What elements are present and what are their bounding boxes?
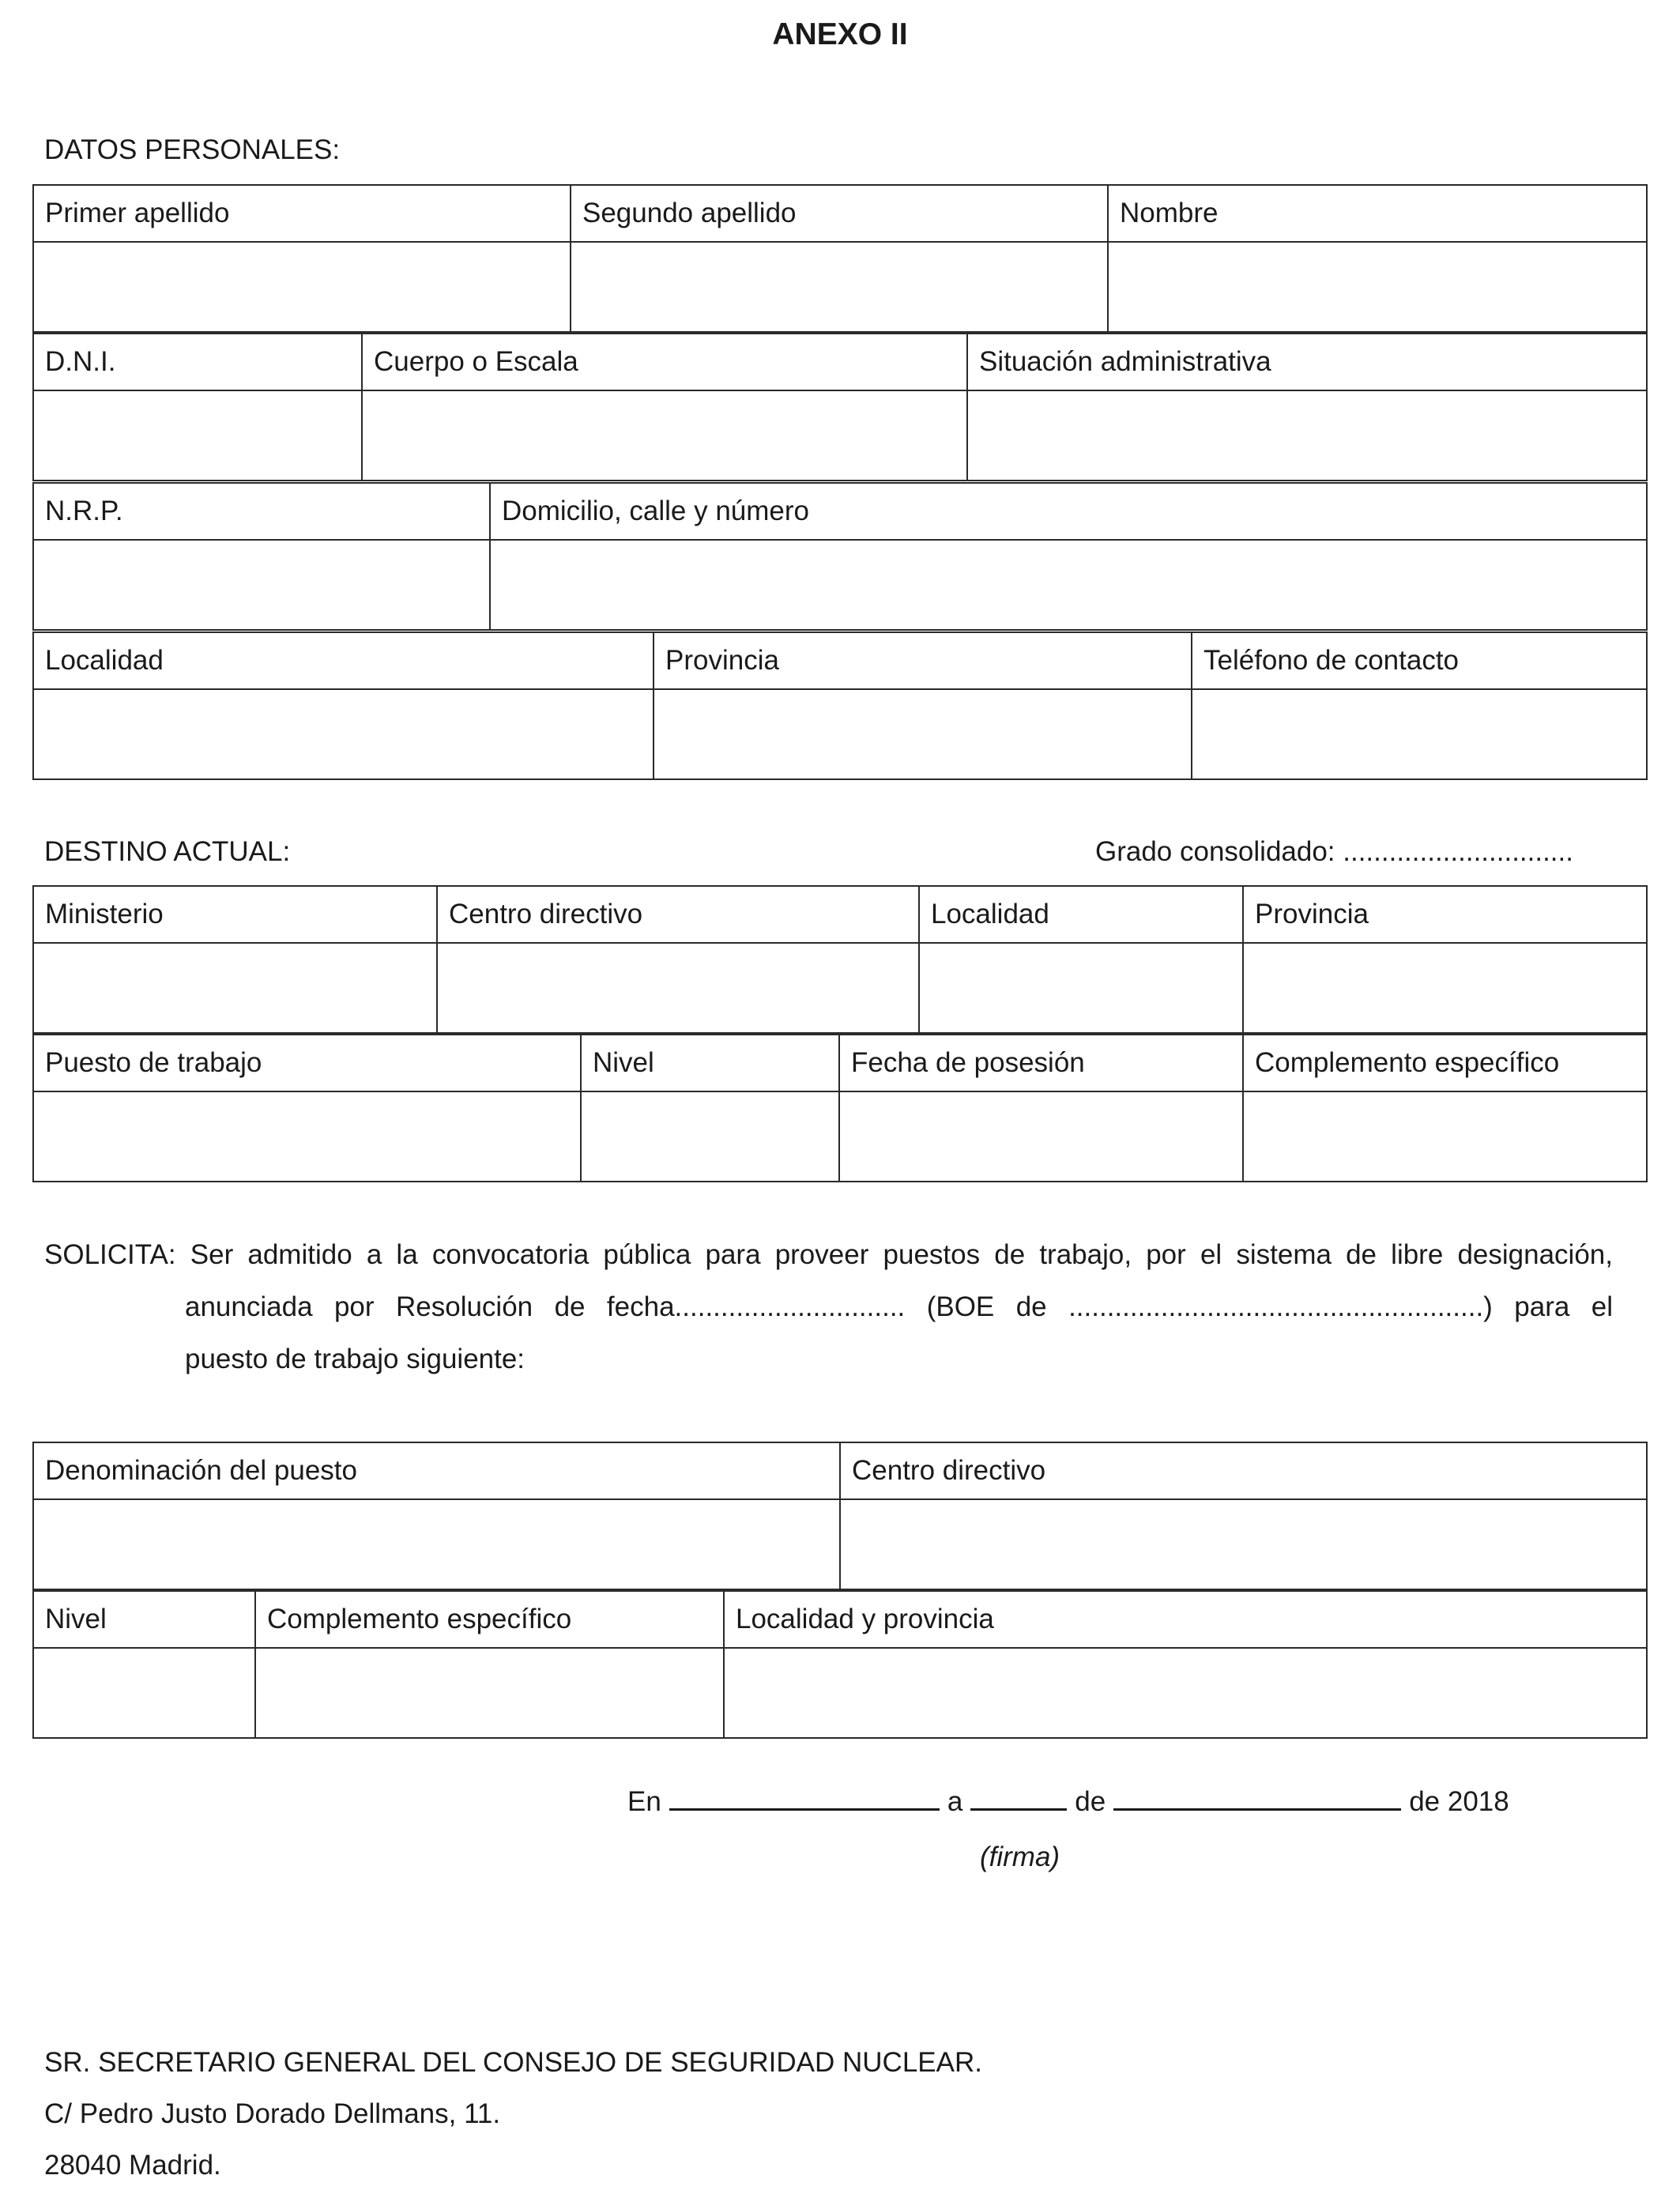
- sig-de-year: de 2018: [1409, 1786, 1509, 1817]
- document-title: ANEXO II: [772, 17, 908, 51]
- label-cuerpo-o-escala: Cuerpo o Escala: [362, 334, 967, 390]
- datos-personales-row-4: [32, 631, 1648, 780]
- label-provincia: Provincia: [654, 632, 1192, 689]
- field-segundo-apellido[interactable]: [571, 242, 1108, 332]
- destino-actual-row-2: [32, 1034, 1648, 1182]
- field-nivel-puesto[interactable]: [33, 1648, 255, 1738]
- field-telefono-contacto[interactable]: [1192, 689, 1647, 779]
- signature-date-line: [627, 1785, 1509, 1818]
- label-provincia-destino: Provincia: [1243, 886, 1647, 943]
- label-complemento-especifico: Complemento específico: [1243, 1035, 1647, 1091]
- field-primer-apellido[interactable]: [33, 242, 571, 332]
- label-segundo-apellido: Segundo apellido: [571, 185, 1108, 242]
- label-telefono-contacto: Teléfono de contacto: [1192, 632, 1647, 689]
- label-complemento-especifico-puesto: Complemento específico: [255, 1591, 724, 1648]
- label-centro-directivo-puesto: Centro directivo: [840, 1442, 1647, 1499]
- addressee-line-3: 28040 Madrid.: [44, 2150, 221, 2181]
- label-localidad-destino: Localidad: [919, 886, 1243, 943]
- field-nivel[interactable]: [581, 1091, 839, 1182]
- field-provincia[interactable]: [654, 689, 1192, 779]
- label-primer-apellido: Primer apellido: [33, 185, 571, 242]
- label-localidad: Localidad: [33, 632, 654, 689]
- label-nivel: Nivel: [581, 1035, 839, 1091]
- field-cuerpo-o-escala[interactable]: [362, 390, 967, 481]
- datos-personales-row-1: [32, 184, 1648, 333]
- field-localidad-y-provincia[interactable]: [724, 1648, 1647, 1738]
- field-provincia-destino[interactable]: [1243, 943, 1647, 1033]
- label-puesto-de-trabajo: Puesto de trabajo: [33, 1035, 581, 1091]
- field-domicilio[interactable]: [490, 540, 1647, 630]
- solicita-line-1: SOLICITA: Ser admitido a la convocatoria pública para proveer puestos de trabajo, por el sistema de libre designación,: [44, 1239, 1613, 1270]
- field-complemento-especifico-puesto[interactable]: [255, 1648, 724, 1738]
- field-fecha-de-posesion[interactable]: [839, 1091, 1243, 1182]
- field-ministerio[interactable]: [33, 943, 437, 1033]
- field-month[interactable]: [1113, 1785, 1401, 1811]
- field-centro-directivo-puesto[interactable]: [840, 1499, 1647, 1589]
- field-denominacion-del-puesto[interactable]: [33, 1499, 840, 1589]
- sig-a: a: [947, 1786, 963, 1817]
- label-localidad-y-provincia: Localidad y provincia: [724, 1591, 1647, 1648]
- firma-label: (firma): [980, 1842, 1060, 1872]
- label-fecha-de-posesion: Fecha de posesión: [839, 1035, 1243, 1091]
- solicita-line-2: anunciada por Resolución de fecha.............................. (BOE de ......................................................) para el: [185, 1291, 1613, 1322]
- label-centro-directivo: Centro directivo: [437, 886, 919, 943]
- label-domicilio: Domicilio, calle y número: [490, 483, 1647, 540]
- field-place[interactable]: [669, 1785, 940, 1811]
- section-heading-datos-personales: DATOS PERSONALES:: [44, 134, 341, 165]
- label-ministerio: Ministerio: [33, 886, 437, 943]
- destino-actual-row-1: [32, 885, 1648, 1034]
- solicita-paragraph: [44, 1229, 1613, 1385]
- label-denominacion-del-puesto: Denominación del puesto: [33, 1442, 840, 1499]
- puesto-solicitado-row-2: [32, 1590, 1648, 1739]
- label-dni: D.N.I.: [33, 334, 362, 390]
- grado-consolidado: Grado consolidado: ..............................: [1095, 836, 1573, 867]
- addressee-line-2: C/ Pedro Justo Dorado Dellmans, 11.: [44, 2098, 501, 2129]
- field-nrp[interactable]: [33, 540, 490, 630]
- datos-personales-row-3: [32, 482, 1648, 631]
- label-nrp: N.R.P.: [33, 483, 490, 540]
- field-localidad-destino[interactable]: [919, 943, 1243, 1033]
- label-nombre: Nombre: [1108, 185, 1647, 242]
- field-day[interactable]: [970, 1785, 1067, 1811]
- datos-personales-row-2: [32, 333, 1648, 481]
- sig-de: de: [1075, 1786, 1106, 1817]
- solicita-line-3: puesto de trabajo siguiente:: [185, 1344, 525, 1374]
- field-complemento-especifico[interactable]: [1243, 1091, 1647, 1182]
- field-nombre[interactable]: [1108, 242, 1647, 332]
- section-heading-destino-actual: DESTINO ACTUAL:: [44, 836, 291, 867]
- label-nivel-puesto: Nivel: [33, 1591, 255, 1648]
- sig-en: En: [627, 1786, 661, 1817]
- field-puesto-de-trabajo[interactable]: [33, 1091, 581, 1182]
- field-situacion-administrativa[interactable]: [967, 390, 1647, 481]
- field-dni[interactable]: [33, 390, 362, 481]
- label-situacion-administrativa: Situación administrativa: [967, 334, 1647, 390]
- field-localidad[interactable]: [33, 689, 654, 779]
- puesto-solicitado-row-1: [32, 1442, 1648, 1590]
- addressee-line-1: SR. SECRETARIO GENERAL DEL CONSEJO DE SEGURIDAD NUCLEAR.: [44, 2047, 982, 2078]
- field-centro-directivo[interactable]: [437, 943, 919, 1033]
